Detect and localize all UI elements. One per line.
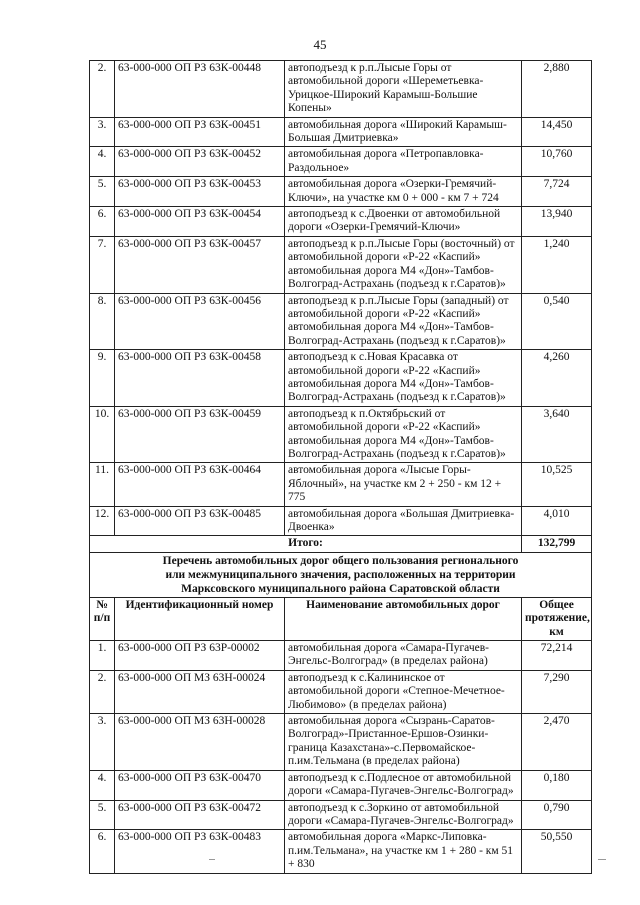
row-length: 2,880 [522,61,592,118]
table-row [90,293,592,350]
row-road-name: автоподъезд к с.Подлесное от автомобильной дороги «Самара-Пугачев-Энгельс-Волгоград» [285,770,522,800]
row-length: 0,540 [522,293,592,350]
row-number: 3. [90,117,115,147]
row-number: 2. [90,61,115,118]
page-number: 45 [313,37,327,52]
row-road-name: автомобильная дорога «Сызрань-Саратов-Волгоград»-Пристанное-Ершов-Озинки-граница Казахстана»-с.Первомайское-п.им.Тельмана (в пределах района) [285,714,522,771]
section-title [90,552,592,597]
roads-table [89,60,592,874]
section-title-line: или межмуниципального значения, расположенных на территории [165,568,516,581]
row-road-name: автоподъезд к п.Октябрьский от автомобильной дороги «Р-22 «Каспий» автомобильная дорога М4 «Дон»-Тамбов-Волгоград-Астрахань (подъезд к г.Саратов)» [285,406,522,463]
table-row [90,147,592,177]
row-road-name: автомобильная дорога «Большая Дмитриевка-Двоенка» [285,506,522,536]
row-road-name: автоподъезд к с.Новая Красавка от автомобильной дороги «Р-22 «Каспий» автомобильная дорога М4 «Дон»-Тамбов-Волгоград-Астрахань (подъезд к г.Саратов)» [285,350,522,407]
row-number: 12. [90,506,115,536]
row-identifier: 63-000-000 ОП МЗ 63Н-00024 [115,670,285,713]
row-road-name: автомобильная дорога «Широкий Карамыш-Большая Дмитриевка» [285,117,522,147]
row-identifier: 63-000-000 ОП РЗ 63К-00470 [115,770,285,800]
row-number: 7. [90,236,115,293]
table-row [90,830,592,873]
row-length: 4,260 [522,350,592,407]
row-identifier: 63-000-000 ОП РЗ 63К-00457 [115,236,285,293]
row-number: 5. [90,800,115,830]
section-title-line: Марксовского муниципального района Саратовской области [181,582,500,595]
row-identifier: 63-000-000 ОП РЗ 63К-00448 [115,61,285,118]
row-number: 2. [90,670,115,713]
table-row [90,714,592,771]
row-identifier: 63-000-000 ОП РЗ 63Р-00002 [115,641,285,671]
table-row [90,236,592,293]
table-row [90,770,592,800]
total-value: 132,799 [522,536,592,552]
row-road-name: автоподъезд к с.Зоркино от автомобильной дороги «Самара-Пугачев-Энгельс-Волгоград» [285,800,522,830]
header-num: № п/п [90,597,115,640]
row-road-name: автомобильная дорога «Озерки-Гремячий-Ключи», на участке км 0 + 000 - км 7 + 724 [285,177,522,207]
row-identifier: 63-000-000 ОП РЗ 63К-00472 [115,800,285,830]
row-length: 10,525 [522,463,592,506]
header-name: Наименование автомобильных дорог [285,597,522,640]
row-identifier: 63-000-000 ОП РЗ 63К-00451 [115,117,285,147]
row-length: 10,760 [522,147,592,177]
table-row [90,641,592,671]
row-identifier: 63-000-000 ОП РЗ 63К-00483 [115,830,285,873]
row-identifier: 63-000-000 ОП РЗ 63К-00456 [115,293,285,350]
row-number: 8. [90,293,115,350]
section-title-line: Перечень автомобильных дорог общего пользования регионального [162,554,519,567]
total-row [90,536,592,552]
row-number: 6. [90,830,115,873]
row-length: 7,724 [522,177,592,207]
row-number: 10. [90,406,115,463]
row-length: 4,010 [522,506,592,536]
table-row [90,463,592,506]
row-length: 2,470 [522,714,592,771]
row-length: 14,450 [522,117,592,147]
row-length: 1,240 [522,236,592,293]
roads-table-body-2 [90,641,592,874]
row-length: 50,550 [522,830,592,873]
row-length: 7,290 [522,670,592,713]
roads-table-body-1 [90,61,592,536]
row-road-name: автоподъезд к с.Калининское от автомобильной дороги «Степное-Мечетное-Любимово» (в пределах района) [285,670,522,713]
row-identifier: 63-000-000 ОП РЗ 63К-00453 [115,177,285,207]
row-number: 4. [90,770,115,800]
row-length: 0,180 [522,770,592,800]
section-title-row [90,552,592,597]
row-road-name: автомобильная дорога «Маркс-Липовка-п.им.Тельмана», на участке км 1 + 280 - км 51 + 830 [285,830,522,873]
table-row [90,117,592,147]
table-row [90,800,592,830]
row-identifier: 63-000-000 ОП РЗ 63К-00452 [115,147,285,177]
row-road-name: автомобильная дорога «Лысые Горы-Яблочный», на участке км 2 + 250 - км 12 + 775 [285,463,522,506]
header-id: Идентификационный номер [115,597,285,640]
row-length: 13,940 [522,207,592,237]
row-length: 0,790 [522,800,592,830]
row-number: 6. [90,207,115,237]
row-road-name: автоподъезд к р.п.Лысые Горы (восточный) от автомобильной дороги «Р-22 «Каспий» автомобильная дорога М4 «Дон»-Тамбов-Волгоград-Астрахань (подъезд к г.Саратов)» [285,236,522,293]
table-row [90,506,592,536]
row-road-name: автомобильная дорога «Самара-Пугачев-Энгельс-Волгоград» (в пределах района) [285,641,522,671]
row-road-name: автоподъезд к р.п.Лысые Горы (западный) от автомобильной дороги «Р-22 «Каспий» автомобильная дорога М4 «Дон»-Тамбов-Волгоград-Астрахань (подъезд к г.Саратов)» [285,293,522,350]
table-row [90,177,592,207]
scan-mark [598,859,606,860]
row-identifier: 63-000-000 ОП РЗ 63К-00458 [115,350,285,407]
row-identifier: 63-000-000 ОП РЗ 63К-00459 [115,406,285,463]
row-number: 11. [90,463,115,506]
row-length: 72,214 [522,641,592,671]
row-number: 9. [90,350,115,407]
table-row [90,406,592,463]
row-number: 5. [90,177,115,207]
scan-mark [209,859,215,860]
row-road-name: автоподъезд к р.п.Лысые Горы от автомобильной дороги «Шереметьевка-Урицкое-Широкий Карамыш-Большие Копены» [285,61,522,118]
table-header-row [90,597,592,640]
row-length: 3,640 [522,406,592,463]
row-number: 3. [90,714,115,771]
row-number: 4. [90,147,115,177]
header-length: Общее протяжение, км [522,597,592,640]
row-road-name: автомобильная дорога «Петропавловка-Раздольное» [285,147,522,177]
row-number: 1. [90,641,115,671]
row-identifier: 63-000-000 ОП МЗ 63Н-00028 [115,714,285,771]
table-row [90,207,592,237]
table-row [90,61,592,118]
roads-table-total [90,536,592,641]
total-label: Итого: [90,536,522,552]
row-identifier: 63-000-000 ОП РЗ 63К-00454 [115,207,285,237]
table-row [90,350,592,407]
table-row [90,670,592,713]
row-identifier: 63-000-000 ОП РЗ 63К-00485 [115,506,285,536]
row-road-name: автоподъезд к с.Двоенки от автомобильной дороги «Озерки-Гремячий-Ключи» [285,207,522,237]
row-identifier: 63-000-000 ОП РЗ 63К-00464 [115,463,285,506]
